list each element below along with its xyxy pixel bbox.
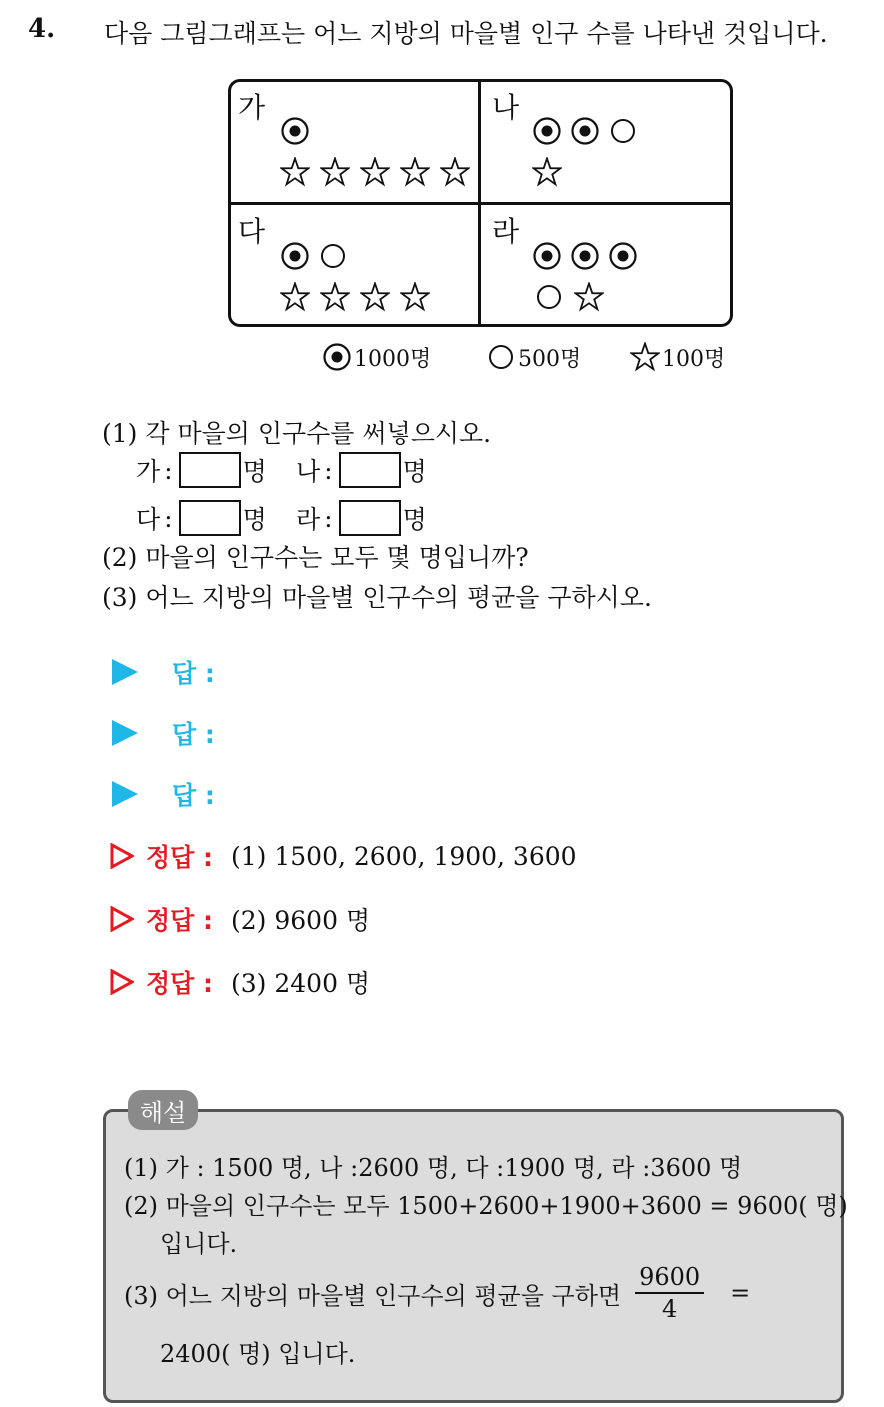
correct-answer-text: (1) 1500, 2600, 1900, 3600 (231, 841, 577, 871)
explanation-line-1: (1) 가 : 1500 명, 나 :2600 명, 다 :1900 명, 라 :3600 명 (124, 1154, 743, 1182)
fill-row-da (136, 500, 267, 536)
average-fraction (635, 1262, 704, 1324)
play-arrow-icon (112, 659, 138, 685)
legend-500-label: 500명 (518, 346, 582, 372)
outline-arrow-icon (110, 969, 134, 995)
subquestion-1: (1) 각 마을의 인구수를 써넣으시오. (102, 419, 492, 448)
answer-box-ra[interactable] (339, 500, 401, 536)
population-1000-icon (532, 116, 562, 146)
fill-colon: : (164, 455, 173, 485)
answer-row-2 (112, 715, 215, 751)
question-text: 다음 그림그래프는 어느 지방의 마을별 인구 수를 나타낸 것입니다. (104, 19, 828, 48)
population-100-icon (400, 282, 430, 312)
population-1000-icon (570, 116, 600, 146)
population-1000-icon (280, 116, 310, 146)
correct-answer-text: (3) 2400 명 (231, 969, 371, 998)
population-500-icon (534, 282, 564, 312)
legend-100-label: 100명 (662, 346, 726, 372)
population-100-icon (320, 282, 350, 312)
equals-sign: = (730, 1279, 751, 1307)
village-label-da: 다 (238, 215, 266, 248)
answer-box-da[interactable] (179, 500, 241, 536)
population-100-icon (440, 157, 470, 187)
correct-answer-row-2 (110, 901, 370, 937)
fill-colon: : (164, 503, 173, 533)
population-1000-icon (532, 241, 562, 271)
play-arrow-icon (112, 720, 138, 746)
explanation-tab: 해설 (128, 1090, 198, 1130)
fill-unit: 명 (402, 505, 427, 534)
population-1000-icon (280, 241, 310, 271)
outline-arrow-icon (110, 906, 134, 932)
population-100-icon (280, 157, 310, 187)
correct-answer-row-3 (110, 964, 370, 1000)
population-1000-icon (608, 241, 638, 271)
fill-unit: 명 (242, 505, 267, 534)
fill-unit: 명 (242, 457, 267, 486)
answer-label: 답 : (172, 659, 215, 688)
question-number: 4. (28, 14, 56, 44)
play-arrow-icon (112, 781, 138, 807)
legend-500 (486, 340, 581, 374)
explanation-line-2: (2) 마을의 인구수는 모두 1500+2600+1900+3600 = 9600( 명) (124, 1192, 848, 1220)
fill-colon: : (324, 503, 333, 533)
outline-arrow-icon (110, 843, 134, 869)
answer-box-na[interactable] (339, 452, 401, 488)
population-500-icon (318, 241, 348, 271)
population-500-icon (608, 116, 638, 146)
population-500-icon (486, 342, 516, 372)
correct-answer-text: (2) 9600 명 (231, 906, 371, 935)
explanation-line-3b: 2400( 명) 입니다. (160, 1340, 356, 1368)
fill-row-ga (136, 452, 267, 488)
population-100-icon (574, 282, 604, 312)
population-100-icon (360, 157, 390, 187)
correct-label: 정답 : (146, 843, 214, 872)
graph-divider-horizontal (230, 202, 732, 205)
fill-row-na (296, 452, 427, 488)
population-100-icon (320, 157, 350, 187)
population-100-icon (532, 157, 562, 187)
subquestion-2: (2) 마을의 인구수는 모두 몇 명입니까? (102, 543, 529, 572)
answer-label: 답 : (172, 781, 215, 810)
fill-village: 다 (136, 505, 161, 534)
population-100-icon (360, 282, 390, 312)
village-label-na: 나 (492, 91, 520, 124)
fill-village: 가 (136, 457, 161, 486)
subquestion-3: (3) 어느 지방의 마을별 인구수의 평균을 구하시오. (102, 583, 652, 612)
answer-box-ga[interactable] (179, 452, 241, 488)
explanation-line-2b: 입니다. (160, 1230, 238, 1258)
fill-village: 라 (296, 505, 321, 534)
fraction-numerator: 9600 (635, 1262, 704, 1294)
population-100-icon (280, 282, 310, 312)
population-100-icon (630, 342, 660, 372)
village-label-ra: 라 (492, 215, 520, 248)
population-1000-icon (570, 241, 600, 271)
correct-answer-row-1 (110, 838, 577, 874)
fill-row-ra (296, 500, 427, 536)
population-100-icon (400, 157, 430, 187)
answer-row-1 (112, 654, 215, 690)
fraction-denominator: 4 (661, 1295, 678, 1323)
legend-1000 (322, 340, 431, 374)
legend-100 (630, 340, 725, 374)
village-label-ga: 가 (238, 91, 266, 124)
fill-village: 나 (296, 457, 321, 486)
answer-label: 답 : (172, 720, 215, 749)
fill-unit: 명 (402, 457, 427, 486)
answer-row-3 (112, 776, 215, 812)
legend-1000-label: 1000명 (354, 346, 432, 372)
explanation-line-3 (124, 1262, 750, 1324)
explanation-line-3-text: (3) 어느 지방의 마을별 인구수의 평균을 구하면 (124, 1281, 622, 1310)
fill-colon: : (324, 455, 333, 485)
population-1000-icon (322, 342, 352, 372)
correct-label: 정답 : (146, 969, 214, 998)
correct-label: 정답 : (146, 906, 214, 935)
